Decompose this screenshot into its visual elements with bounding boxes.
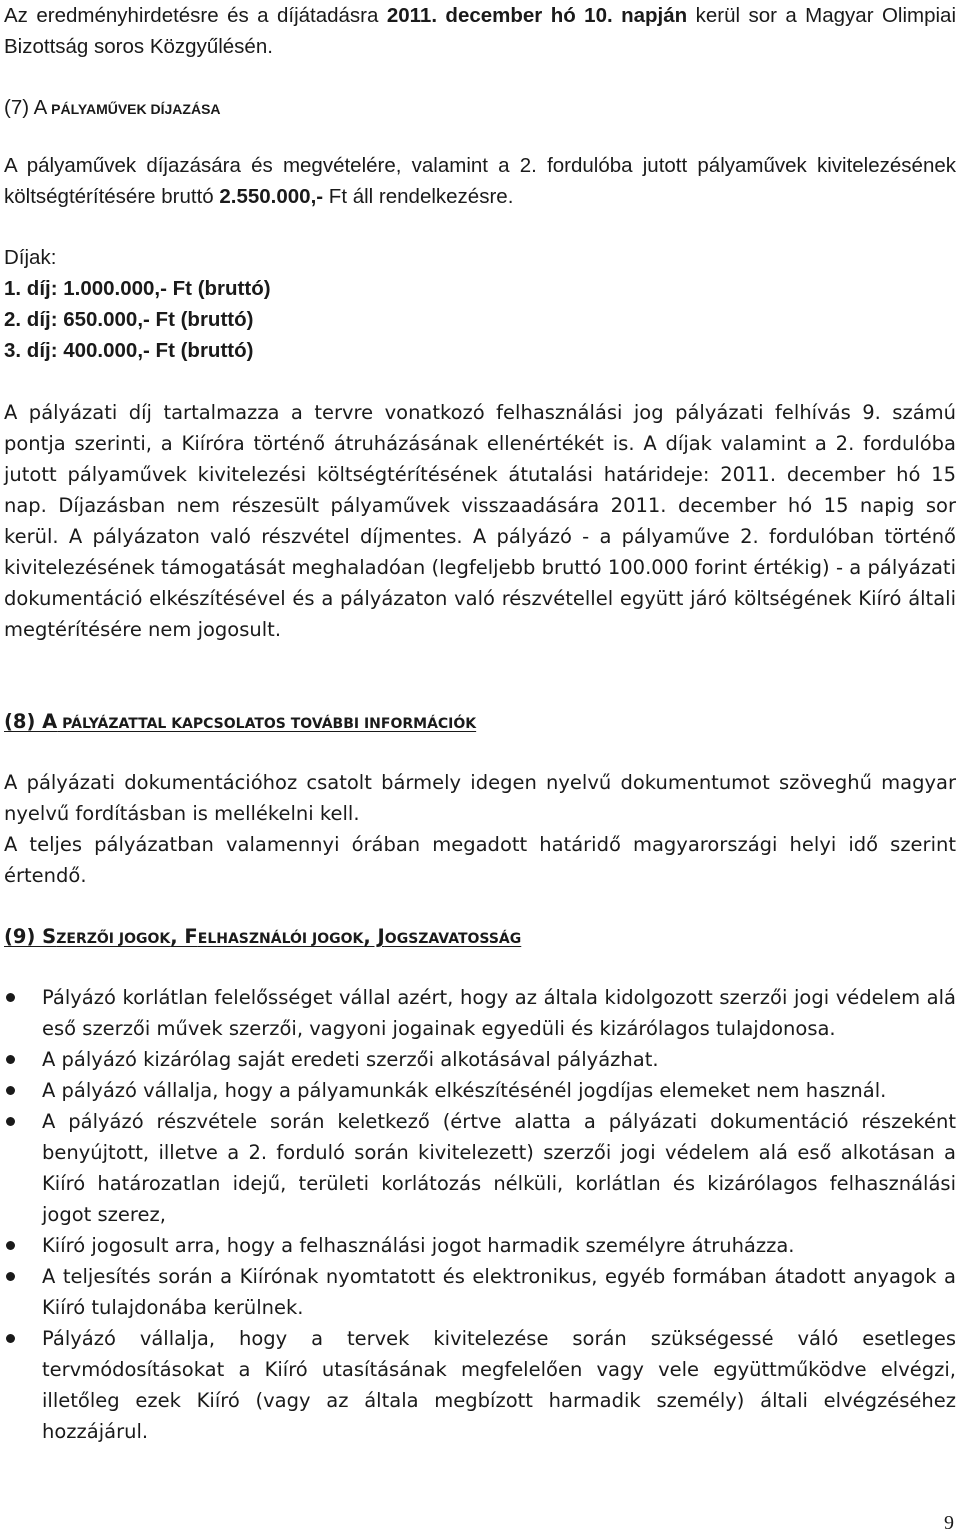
bullet-icon [6,1055,15,1064]
prize-2: 2. díj: 650.000,- Ft (bruttó) [4,308,254,331]
prize-3: 3. díj: 400.000,- Ft (bruttó) [4,339,254,362]
prizes-label: Díjak: [4,246,57,269]
list-item: Pályázó korlátlan felelősséget vállal azért, hogy az általa kidolgozott szerzői jogi védelem alá eső szerzői művek szerzői, vagyoni jogainak egyedüli és kizárólagos tulajdonosa. [4,982,956,1044]
section-7-budget-paragraph: A pályaművek díjazására és megvételére, valamint a 2. fordulóba jutott pályaművek kivitelezésének költségtérítésére bruttó 2.550.000,- Ft áll rendelkezésre. [4,154,956,208]
bullet-icon [6,1334,15,1343]
section-7-heading: (7) A PÁLYAMŰVEK DÍJAZÁSA [4,96,221,119]
section-8-paragraph-2: A teljes pályázatban valamennyi órában megadott határidő magyarországi helyi idő szerint értendő. [4,833,956,887]
intro-text-end: kerül sor a Magyar Olimpiai Bizottság soros Közgyűlésén. [4,4,956,58]
list-item: Kiíró jogosult arra, hogy a felhasználási jogot harmadik személyre átruházza. [4,1230,956,1261]
section-8-heading: (8) A PÁLYÁZATTAL KAPCSOLATOS TOVÁBBI INFORMÁCIÓK [4,710,477,733]
prize-1: 1. díj: 1.000.000,- Ft (bruttó) [4,277,271,300]
bullet-icon [6,1117,15,1126]
section-8-paragraph-1: A pályázati dokumentációhoz csatolt bármely idegen nyelvű dokumentumot szöveghű magyar nyelvű fordításban is mellékelni kell. [4,771,956,825]
bullet-icon [6,993,15,1002]
section-9-heading: (9) SZERZŐI JOGOK, FELHASZNÁLÓI JOGOK, JOGSZAVATOSSÁG [4,925,522,948]
bullet-icon [6,1241,15,1250]
page-number: 9 [944,1512,954,1534]
list-item: A teljesítés során a Kiírónak nyomtatott és elektronikus, egyéb formában átadott anyagok a Kiíró tulajdonába kerülnek. [4,1261,956,1323]
list-item: A pályázó részvétele során keletkező (értve alatta a pályázati dokumentáció részeként benyújtott, illetve a 2. forduló során kivitelezett) szerzői jogi védelem alá eső alkotásan a Kiíró határozatlan idejű, területi korlátozás nélküli, korlátlan és kizárólagos felhasználási jogot szerez, [4,1106,956,1230]
bullet-icon [6,1272,15,1281]
list-item: A pályázó vállalja, hogy a pályamunkák elkészítésénél jogdíjas elemeket nem használ. [4,1075,956,1106]
bullet-icon [6,1086,15,1095]
list-item: Pályázó vállalja, hogy a tervek kivitelezése során szükségessé váló esetleges tervmódosításokat a Kiíró utasításának megfelelően vagy vele együttműködve elvégzi, illetőleg ezek Kiíró (vagy az általa megbízott harmadik személy) általi elvégzéséhez hozzájárul. [4,1323,956,1447]
budget-amount: 2.550.000,- [219,185,324,208]
section-7-details-paragraph: A pályázati díj tartalmazza a tervre vonatkozó felhasználási jog pályázati felhívás 9. számú pontja szerinti, a Kiíróra történő átruházásának ellenértékét is. A díjak valamint a 2. fordulóba jutott pályaművek kivitelezési költségtérítésének átutalási határideje: 2011. december hó 15 nap. Díjazásban nem részesült pályaművek visszaadására 2011. december hó 15 napig sor kerül. A pályázaton való részvétel díjmentes. A pályázó - a pályaműve 2. fordulóban történő kivitelezésének támogatását meghaladóan (legfeljebb bruttó 100.000 forint értékig) - a pályázati dokumentáció elkészítésével és a pályázaton való részvétellel együtt járó költségének Kiíró általi megtérítésére nem jogosult. [4,401,956,641]
intro-paragraph [4,0,956,62]
rights-list [4,982,956,1447]
list-item: A pályázó kizárólag saját eredeti szerzői alkotásával pályázhat. [4,1044,956,1075]
intro-text: Az eredményhirdetésre és a díjátadásra [4,4,387,27]
intro-date: 2011. december hó 10. napján [386,4,688,27]
